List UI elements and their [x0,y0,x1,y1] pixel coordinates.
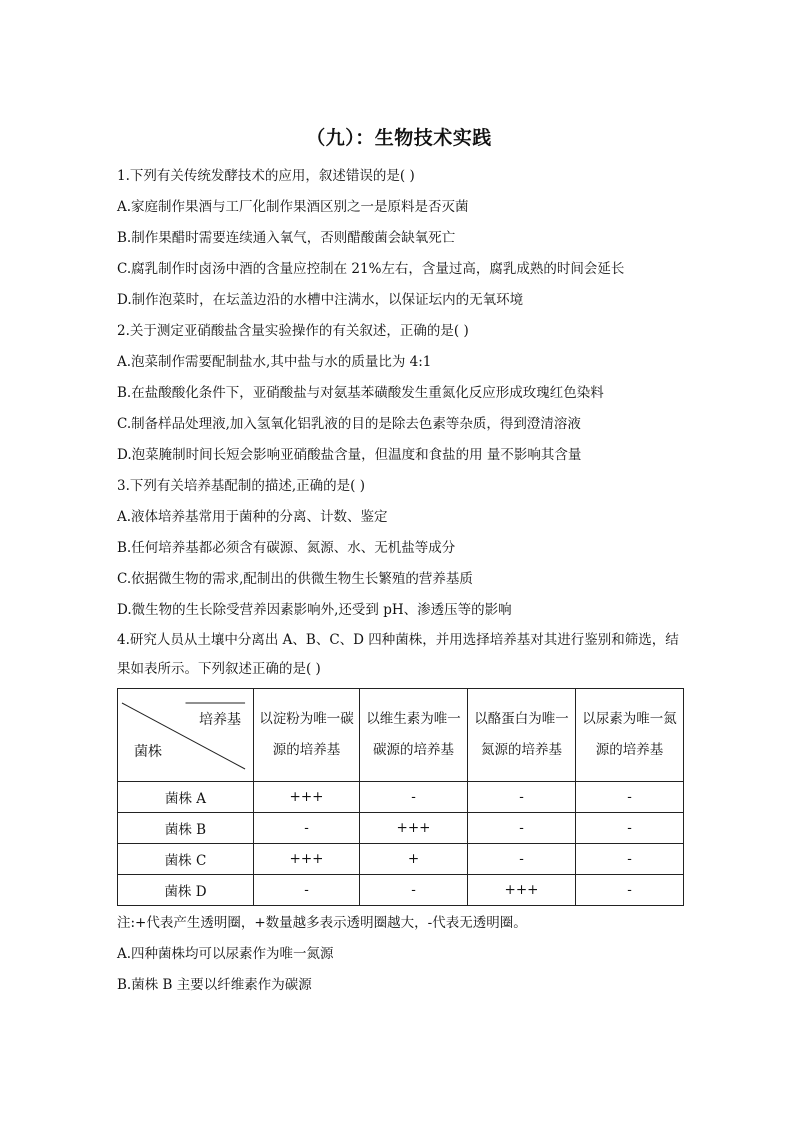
question-3 [117,471,681,626]
table-corner-strain-label: 菌株 [134,744,162,760]
table-cell: +++ [254,782,360,813]
question-1-option-d: D.制作泡菜时，在坛盖边沿的水槽中注满水，以保证坛内的无氧环境 [117,292,524,308]
question-3-stem: 3.下列有关培养基配制的描述,正确的是( ) [117,478,365,494]
table-cell: +++ [468,875,576,906]
table-cell: - [360,875,468,906]
table-cell: - [468,782,576,813]
table-cell: +++ [254,844,360,875]
question-4-option-b: B.菌株 B 主要以纤维素作为碳源 [117,977,312,993]
table-corner-cell [118,689,254,782]
table-header-cell: 以维生素为唯一碳源的培养基 [360,689,468,782]
table-cell: - [576,782,684,813]
table-cell: - [254,875,360,906]
table-header-cell: 以尿素为唯一氮源的培养基 [576,689,684,782]
table-header-cell: 以淀粉为唯一碳源的培养基 [254,689,360,782]
question-1-stem: 1.下列有关传统发酵技术的应用，叙述错误的是( ) [117,168,415,184]
question-1-option-a: A.家庭制作果酒与工厂化制作果酒区别之一是原料是否灭菌 [117,199,469,215]
question-1 [117,161,681,316]
question-2-stem: 2.关于测定亚硝酸盐含量实验操作的有关叙述，正确的是( ) [117,323,469,339]
table-row [118,875,684,906]
question-1-option-c: C.腐乳制作时卤汤中酒的含量应控制在 21%左右，含量过高，腐乳成熟的时间会延长 [117,261,625,277]
page-title: （九）：生物技术实践 [306,127,492,149]
question-4-option-a: A.四种菌株均可以尿素作为唯一氮源 [117,946,334,962]
table-cell: +++ [360,813,468,844]
table-row [118,782,684,813]
table-cell: - [254,813,360,844]
table-row [118,813,684,844]
table-cell: - [576,875,684,906]
table-cell: - [468,813,576,844]
table-cell: 菌株 D [118,875,254,906]
question-2 [117,316,681,471]
question-2-option-b: B.在盐酸酸化条件下，亚硝酸盐与对氨基苯磺酸发生重氮化反应形成玫瑰红色染料 [117,385,604,401]
question-3-option-d: D.微生物的生长除受营养因素影响外,还受到 pH、渗透压等的影响 [117,602,512,618]
table-note: 注:+代表产生透明圈，+数量越多表示透明圈越大，-代表无透明圈。 [117,915,527,931]
table-cell: - [576,813,684,844]
question-4-stem: 4.研究人员从土壤中分离出 A、B、C、D 四种菌株，并用选择培养基对其进行鉴别和筛选，结果如表所示。下列叙述正确的是( ) [117,632,679,677]
table-row [118,844,684,875]
table-header-row [118,689,684,782]
table-corner-medium-label: 培养基 [199,712,241,728]
table-cell: 菌株 B [118,813,254,844]
question-2-option-c: C.制备样品处理液,加入氢氧化铝乳液的目的是除去色素等杂质，得到澄清溶液 [117,416,581,432]
question-3-option-b: B.任何培养基都必须含有碳源、氮源、水、无机盐等成分 [117,540,456,556]
table-cell: - [576,844,684,875]
table-cell: - [468,844,576,875]
question-1-option-b: B.制作果醋时需要连续通入氧气，否则醋酸菌会缺氧死亡 [117,230,456,246]
table-cell: + [360,844,468,875]
question-2-option-d: D.泡菜腌制时间长短会影响亚硝酸盐含量，但温度和食盐的用 量不影响其含量 [117,447,582,463]
question-3-option-a: A.液体培养基常用于菌种的分离、计数、鉴定 [117,509,388,525]
diagonal-divider-icon [118,689,253,781]
table-cell: 菌株 A [118,782,254,813]
table-cell: 菌株 C [118,844,254,875]
question-2-option-a: A.泡菜制作需要配制盐水,其中盐与水的质量比为 4:1 [117,354,432,370]
results-table [117,688,684,906]
question-3-option-c: C.依据微生物的需求,配制出的供微生物生长繁殖的营养基质 [117,571,473,587]
table-header-cell: 以酪蛋白为唯一氮源的培养基 [468,689,576,782]
question-4 [117,626,681,1001]
table-cell: - [360,782,468,813]
